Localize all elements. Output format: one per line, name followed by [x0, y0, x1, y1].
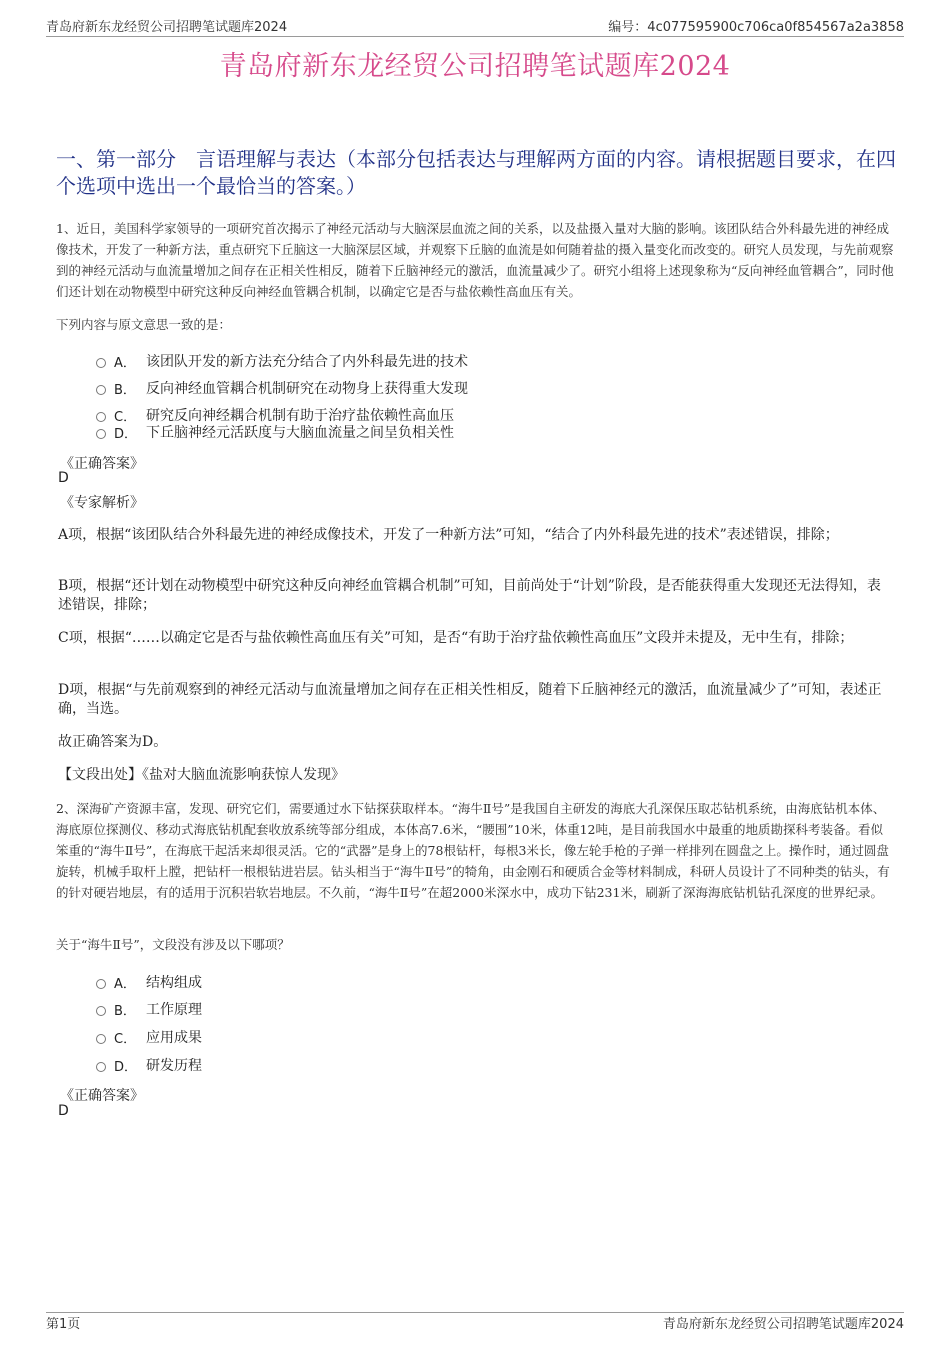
- radio-icon[interactable]: [96, 429, 106, 439]
- header-doc-title: 青岛府新东龙经贸公司招聘笔试题库2024: [46, 20, 288, 35]
- page-title: 青岛府新东龙经贸公司招聘笔试题库2024: [219, 51, 731, 82]
- q1-option-d[interactable]: [96, 422, 454, 442]
- option-letter: C．: [114, 1031, 137, 1047]
- q1-option-a[interactable]: [96, 351, 468, 371]
- q1-option-b[interactable]: [96, 378, 468, 398]
- q2-prompt: 关于“海牛Ⅱ号”，文段没有涉及以下哪项？: [56, 937, 290, 952]
- footer-doc-title: 青岛府新东龙经贸公司招聘笔试题库2024: [662, 1317, 904, 1332]
- option-text: 应用成果: [146, 1030, 202, 1046]
- q2-passage: 2、深海矿产资源丰富，发现、研究它们，需要通过水下钻探获取样本。“海牛Ⅱ号”是我国自主研发的海底大孔深保压取芯钻机系统，由海底钻机本体、海底原位探测仪、移动式海底钻机配套收放系统等部分组成，本体高7.6米，“腰围”10米，体重12吨，是目前我国水中最重的地质勘探科考装备。看似笨重的“海牛Ⅱ号”，在海底干起活来却很灵活。它的“武器”是身上的78根钻杆，每根3米长，像左轮手枪的子弹一样排列在圆盘之上。操作时，通过圆盘旋转，机械手取杆上膛，把钻杆一根根钻进岩层。钻头相当于“海牛Ⅱ号”的犄角，由金刚石和硬质合金等材料制成，科研人员设计了不同种类的钻头，有的针对硬岩地层，有的适用于沉积岩软岩地层。不久前，“海牛Ⅱ号”在超2000米深水中，成功下钻231米，刷新了深海海底钻机钻孔深度的世界纪录。: [56, 801, 890, 900]
- option-letter: B．: [114, 1003, 136, 1019]
- q1-answer-label: 《正确答案》: [60, 456, 144, 472]
- q2-option-d[interactable]: [96, 1055, 202, 1075]
- option-text: 反向神经血管耦合机制研究在动物身上获得重大发现: [146, 381, 468, 397]
- radio-icon[interactable]: [96, 412, 106, 422]
- q1-passage: 1、近日，美国科学家领导的一项研究首次揭示了神经元活动与大脑深层血流之间的关系，以及盐摄入量对大脑的影响。该团队结合外科最先进的神经成像技术，开发了一种新方法，重点研究下丘脑这一大脑深层区域，并观察下丘脑的血流是如何随着盐的摄入量变化而改变的。研究人员发现，与先前观察到的神经元活动与血流量增加之间存在正相关性相反，随着下丘脑神经元的激活，血流量减少了。研究小组将上述现象称为“反向神经血管耦合”，同时他们还计划在动物模型中研究这种反向神经血管耦合机制，以确定它是否与盐依赖性高血压有关。: [56, 221, 894, 299]
- radio-icon[interactable]: [96, 979, 106, 989]
- radio-icon[interactable]: [96, 358, 106, 368]
- option-letter: D．: [114, 426, 138, 442]
- radio-icon[interactable]: [96, 1034, 106, 1044]
- option-text: 工作原理: [146, 1002, 202, 1018]
- page-header: [46, 16, 904, 37]
- q1-analysis-b: B项，根据“还计划在动物模型中研究这种反向神经血管耦合机制”可知，目前尚处于“计划”阶段，是否能获得重大发现还无法得知，表述错误，排除；: [58, 578, 881, 613]
- option-text: 研发历程: [146, 1058, 202, 1074]
- option-letter: D．: [114, 1059, 138, 1075]
- radio-icon[interactable]: [96, 385, 106, 395]
- q1-conclusion: 故正确答案为D。: [58, 734, 168, 750]
- q1-prompt: 下列内容与原文意思一致的是：: [56, 317, 232, 332]
- q2-answer: D: [58, 1103, 69, 1119]
- q1-analysis-label: 《专家解析》: [60, 495, 144, 511]
- radio-icon[interactable]: [96, 1006, 106, 1016]
- q1-analysis-d: D项，根据“与先前观察到的神经元活动与血流量增加之间存在正相关性相反，随着下丘脑神经元的激活，血流量减少了”可知，表述正确，当选。: [58, 682, 882, 717]
- q1-answer: D: [58, 470, 69, 486]
- q2-option-c[interactable]: [96, 1027, 202, 1047]
- radio-icon[interactable]: [96, 1062, 106, 1072]
- q1-analysis-c: C项，根据“……以确定它是否与盐依赖性高血压有关”可知，是否“有助于治疗盐依赖性高血压”文段并未提及，无中生有，排除；: [58, 630, 854, 646]
- q2-option-a[interactable]: [96, 972, 202, 992]
- q2-option-b[interactable]: [96, 999, 202, 1019]
- option-letter: B．: [114, 382, 136, 398]
- section-heading: 一、第一部分 言语理解与表达（本部分包括表达与理解两方面的内容。请根据题目要求，在四个选项中选出一个最恰当的答案。）: [56, 147, 896, 198]
- option-text: 下丘脑神经元活跃度与大脑血流量之间呈负相关性: [146, 425, 454, 441]
- q1-analysis-a: A项，根据“该团队结合外科最先进的神经成像技术，开发了一种新方法”可知，“结合了内外科最先进的技术”表述错误，排除；: [58, 527, 839, 543]
- q2-answer-label: 《正确答案》: [60, 1088, 144, 1104]
- option-text: 该团队开发的新方法充分结合了内外科最先进的技术: [146, 354, 468, 370]
- option-letter: C．: [114, 409, 137, 425]
- option-letter: A．: [114, 355, 136, 371]
- option-text: 研究反向神经耦合机制有助于治疗盐依赖性高血压: [146, 408, 454, 424]
- header-doc-number: 编号：4c077595900c706ca0f854567a2a3858: [608, 20, 904, 35]
- page-number: 第1页: [46, 1317, 81, 1332]
- q1-source: 【文段出处】《盐对大脑血流影响获惊人发现》: [58, 767, 345, 783]
- option-text: 结构组成: [146, 975, 202, 991]
- option-letter: A．: [114, 976, 136, 992]
